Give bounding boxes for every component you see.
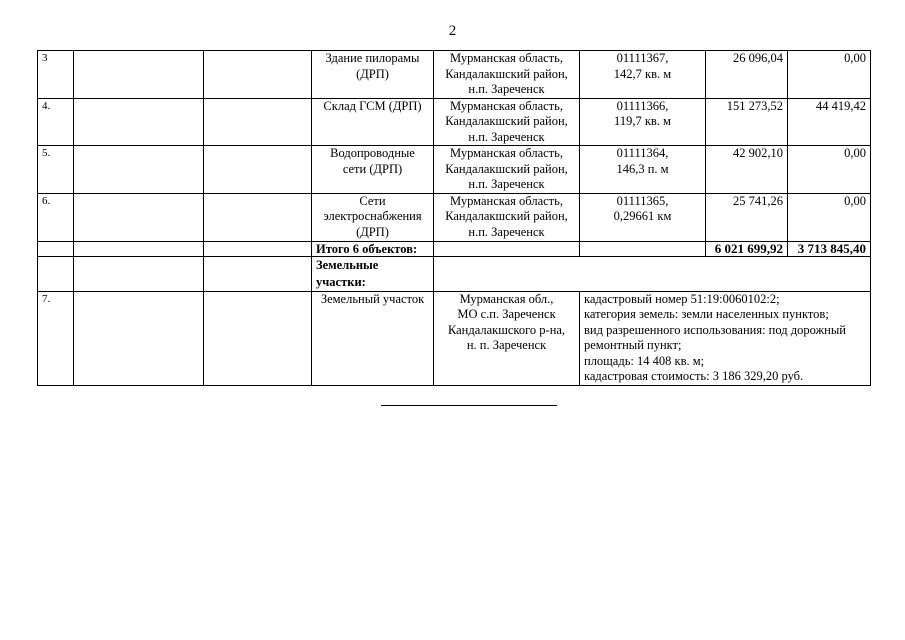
empty-cell bbox=[204, 241, 312, 256]
empty-cell bbox=[74, 146, 204, 194]
empty-cell bbox=[434, 256, 871, 291]
residual-value: 44 419,42 bbox=[788, 98, 871, 146]
residual-value: 0,00 bbox=[788, 193, 871, 241]
book-value: 151 273,52 bbox=[706, 98, 788, 146]
inventory-number: 01111365, 0,29661 км bbox=[580, 193, 706, 241]
table-row bbox=[38, 193, 871, 241]
empty-cell bbox=[204, 291, 312, 385]
empty-cell bbox=[74, 193, 204, 241]
empty-cell bbox=[74, 98, 204, 146]
empty-cell bbox=[580, 241, 706, 256]
land-plot-description: кадастровый номер 51:19:0060102:2; категория земель: земли населенных пунктов; вид разрешенного использования: под дорожный ремонтный пункт; площадь: 14 408 кв. м; кадастровая стоимость: 3 186 329,20 руб. bbox=[580, 291, 871, 385]
book-value: 26 096,04 bbox=[706, 51, 788, 99]
empty-cell bbox=[74, 291, 204, 385]
land-plot-address: Мурманская обл., МО с.п. Зареченск Кандалакшского р-на, н. п. Зареченск bbox=[434, 291, 580, 385]
empty-cell bbox=[204, 98, 312, 146]
table-row bbox=[38, 146, 871, 194]
object-address: Мурманская область, Кандалакшский район, н.п. Зареченск bbox=[434, 98, 580, 146]
empty-cell bbox=[38, 256, 74, 291]
row-number: 7. bbox=[38, 291, 74, 385]
land-plot-name: Земельный участок bbox=[312, 291, 434, 385]
empty-cell bbox=[204, 51, 312, 99]
empty-cell bbox=[204, 256, 312, 291]
inventory-number: 01111367, 142,7 кв. м bbox=[580, 51, 706, 99]
total-label: Итого 6 объектов: bbox=[312, 241, 434, 256]
object-name: Здание пилорамы (ДРП) bbox=[312, 51, 434, 99]
object-address: Мурманская область, Кандалакшский район, н.п. Зареченск bbox=[434, 146, 580, 194]
total-book-value: 6 021 699,92 bbox=[706, 241, 788, 256]
row-number: 6. bbox=[38, 193, 74, 241]
empty-cell bbox=[74, 51, 204, 99]
property-registry-table bbox=[37, 50, 871, 386]
empty-cell bbox=[204, 193, 312, 241]
section-label: Земельные участки: bbox=[312, 256, 434, 291]
table-row bbox=[38, 98, 871, 146]
residual-value: 0,00 bbox=[788, 146, 871, 194]
inventory-number: 01111366, 119,7 кв. м bbox=[580, 98, 706, 146]
object-address: Мурманская область, Кандалакшский район, н.п. Зареченск bbox=[434, 51, 580, 99]
row-number: 3 bbox=[38, 51, 74, 99]
inventory-number: 01111364, 146,3 п. м bbox=[580, 146, 706, 194]
total-residual-value: 3 713 845,40 bbox=[788, 241, 871, 256]
total-row bbox=[38, 241, 871, 256]
land-plot-row bbox=[38, 291, 871, 385]
row-number: 4. bbox=[38, 98, 74, 146]
end-of-document-rule bbox=[381, 405, 557, 406]
empty-cell bbox=[74, 256, 204, 291]
empty-cell bbox=[434, 241, 580, 256]
book-value: 42 902,10 bbox=[706, 146, 788, 194]
object-name: Сети электроснабжения (ДРП) bbox=[312, 193, 434, 241]
residual-value: 0,00 bbox=[788, 51, 871, 99]
table-row bbox=[38, 51, 871, 99]
book-value: 25 741,26 bbox=[706, 193, 788, 241]
empty-cell bbox=[204, 146, 312, 194]
object-name: Водопроводные сети (ДРП) bbox=[312, 146, 434, 194]
section-header-row bbox=[38, 256, 871, 291]
row-number: 5. bbox=[38, 146, 74, 194]
empty-cell bbox=[74, 241, 204, 256]
empty-cell bbox=[38, 241, 74, 256]
object-name: Склад ГСМ (ДРП) bbox=[312, 98, 434, 146]
page-number: 2 bbox=[448, 23, 457, 39]
object-address: Мурманская область, Кандалакшский район, н.п. Зареченск bbox=[434, 193, 580, 241]
